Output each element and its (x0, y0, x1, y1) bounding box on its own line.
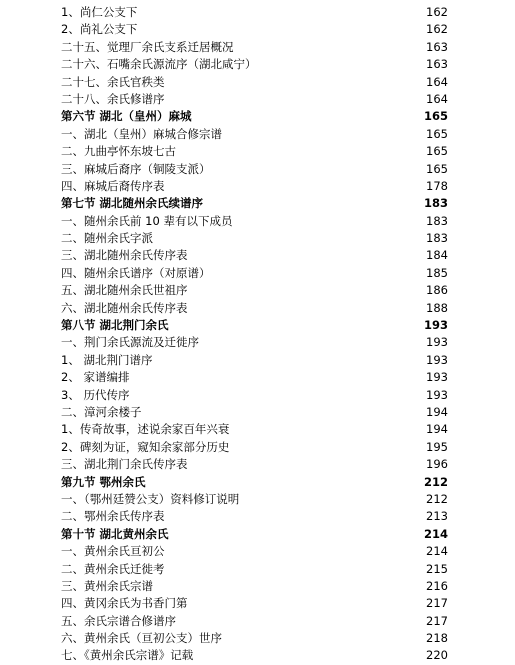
toc-entry-page: 165 (426, 144, 448, 159)
toc-entry-page: 185 (426, 265, 448, 280)
toc-entry (0, 508, 515, 525)
toc-entry-page: 164 (426, 74, 448, 89)
toc-entry-page: 194 (426, 422, 448, 437)
toc-section-heading (0, 317, 515, 334)
toc-entry-page: 193 (426, 352, 448, 367)
toc-entry-title: 三、麻城后裔序（铜陵支派） (61, 161, 211, 176)
toc-entry-page: 165 (426, 161, 448, 176)
toc-section-heading (0, 474, 515, 491)
toc-entry-title: 3、 历代传序 (61, 387, 130, 402)
toc-entry (0, 404, 515, 421)
toc-entry-page: 215 (426, 561, 448, 576)
toc-entry (0, 247, 515, 264)
toc-entry-title: 六、湖北随州余氏传序表 (61, 300, 188, 315)
toc-entry (0, 647, 515, 664)
toc-entry-title: 二十八、余氏修谱序 (61, 91, 165, 106)
toc-entry-page: 162 (426, 22, 448, 37)
toc-entry-title: 五、湖北随州余氏世祖序 (61, 283, 188, 298)
toc-entry (0, 613, 515, 630)
toc-entry (0, 543, 515, 560)
toc-entry (0, 595, 515, 612)
toc-entry (0, 265, 515, 282)
toc-entry-title: 第九节 鄂州余氏 (61, 474, 146, 489)
toc-entry-title: 第六节 湖北（皇州）麻城 (61, 109, 192, 124)
toc-entry-title: 2、 家谱编排 (61, 370, 130, 385)
toc-entry-page: 183 (423, 196, 448, 211)
toc-entry (0, 282, 515, 299)
toc-entry-page: 164 (426, 91, 448, 106)
toc-entry (0, 74, 515, 91)
toc-entry-page: 162 (426, 5, 448, 19)
toc-entry-title: 2、碑刻为证，窥知余家部分历史 (61, 439, 230, 454)
toc-entry-title: 三、湖北随州余氏传序表 (61, 248, 188, 263)
toc-entry-page: 194 (426, 404, 448, 419)
toc-entry-page: 193 (423, 318, 448, 333)
toc-entry-page: 195 (426, 439, 448, 454)
toc-entry-page: 193 (426, 335, 448, 350)
toc-entry-page: 163 (426, 39, 448, 54)
toc-entry-title: 第八节 湖北荆门余氏 (61, 318, 169, 333)
toc-entry-page: 212 (423, 474, 448, 489)
toc-section-heading (0, 195, 515, 212)
toc-entry (0, 300, 515, 317)
toc-entry-title: 三、湖北荆门余氏传序表 (61, 457, 188, 472)
toc-entry (0, 630, 515, 647)
toc-entry (0, 4, 515, 21)
toc-entry-title: 二十六、石嘴余氏源流序（湖北咸宁） (61, 57, 257, 72)
toc-entry-page: 186 (426, 283, 448, 298)
table-of-contents (0, 4, 515, 665)
toc-entry-page: 165 (426, 126, 448, 141)
toc-entry-page: 193 (426, 387, 448, 402)
toc-section-heading (0, 526, 515, 543)
toc-entry-page: 163 (426, 57, 448, 72)
toc-entry (0, 21, 515, 38)
toc-entry-title: 一、随州余氏前 10 辈有以下成员 (61, 213, 233, 228)
toc-entry-title: 二、漳河余楼子 (61, 404, 142, 419)
toc-entry-page: 178 (426, 178, 448, 193)
toc-entry (0, 161, 515, 178)
toc-entry-title: 四、随州余氏谱序（对原谱） (61, 265, 211, 280)
toc-entry-title: 二、黄州余氏迁徙考 (61, 561, 165, 576)
toc-entry-page: 212 (426, 491, 448, 506)
toc-entry (0, 369, 515, 386)
toc-entry-title: 四、黄冈余氏为书香门第 (61, 596, 188, 611)
toc-entry-page: 214 (426, 544, 448, 559)
toc-entry-title: 1、 湖北荆门谱序 (61, 352, 153, 367)
toc-entry-title: 二、随州余氏字派 (61, 231, 153, 246)
toc-entry (0, 561, 515, 578)
toc-entry-title: 六、黄州余氏（亘初公支）世序 (61, 631, 222, 646)
toc-entry (0, 439, 515, 456)
toc-entry-page: 218 (426, 631, 448, 646)
toc-entry (0, 387, 515, 404)
toc-entry-title: 一、黄州余氏亘初公 (61, 544, 165, 559)
toc-entry-title: 二十五、觉理厂余氏支系迁居概况 (61, 39, 234, 54)
toc-entry-title: 三、黄州余氏宗谱 (61, 578, 153, 593)
toc-entry-page: 216 (426, 578, 448, 593)
toc-entry-title: 二十七、余氏官秩类 (61, 74, 165, 89)
toc-entry-title: 二、九曲亭怀东坡七古 (61, 144, 176, 159)
toc-entry (0, 230, 515, 247)
toc-entry-page: 214 (423, 526, 448, 541)
toc-entry (0, 578, 515, 595)
toc-entry (0, 421, 515, 438)
toc-entry (0, 491, 515, 508)
toc-entry (0, 91, 515, 108)
toc-entry (0, 56, 515, 73)
toc-entry-page: 165 (423, 109, 448, 124)
toc-entry (0, 456, 515, 473)
toc-entry-page: 220 (426, 648, 448, 663)
toc-entry-page: 196 (426, 457, 448, 472)
toc-entry-title: 四、麻城后裔传序表 (61, 178, 165, 193)
toc-entry (0, 39, 515, 56)
toc-entry-title: 第七节 湖北随州余氏续谱序 (61, 196, 204, 211)
toc-entry-title: 1、传奇故事，述说余家百年兴衰 (61, 422, 230, 437)
toc-entry (0, 143, 515, 160)
toc-entry (0, 213, 515, 230)
toc-entry-page: 217 (426, 613, 448, 628)
toc-entry-page: 184 (426, 248, 448, 263)
toc-entry-page: 183 (426, 213, 448, 228)
toc-entry-title: 1、尚仁公支下 (61, 5, 138, 19)
toc-entry-title: 一、荆门余氏源流及迁徙序 (61, 335, 199, 350)
toc-entry-title: 一、湖北（皇州）麻城合修宗谱 (61, 126, 222, 141)
toc-entry-title: 二、鄂州余氏传序表 (61, 509, 165, 524)
toc-entry (0, 352, 515, 369)
toc-entry-title: 五、余氏宗谱合修谱序 (61, 613, 176, 628)
toc-entry-title: 第十节 湖北黄州余氏 (61, 526, 169, 541)
toc-entry (0, 126, 515, 143)
toc-entry-page: 188 (426, 300, 448, 315)
toc-section-heading (0, 108, 515, 125)
toc-entry-page: 193 (426, 370, 448, 385)
toc-entry-title: 2、尚礼公支下 (61, 22, 138, 37)
toc-entry (0, 334, 515, 351)
toc-entry-page: 213 (426, 509, 448, 524)
toc-entry-page: 217 (426, 596, 448, 611)
toc-entry (0, 178, 515, 195)
toc-entry-title: 一、（鄂州廷赞公支）资料修订说明 (61, 491, 240, 506)
toc-entry-title: 七、《黄州余氏宗谱》记载 (61, 648, 194, 663)
toc-entry-page: 183 (426, 231, 448, 246)
